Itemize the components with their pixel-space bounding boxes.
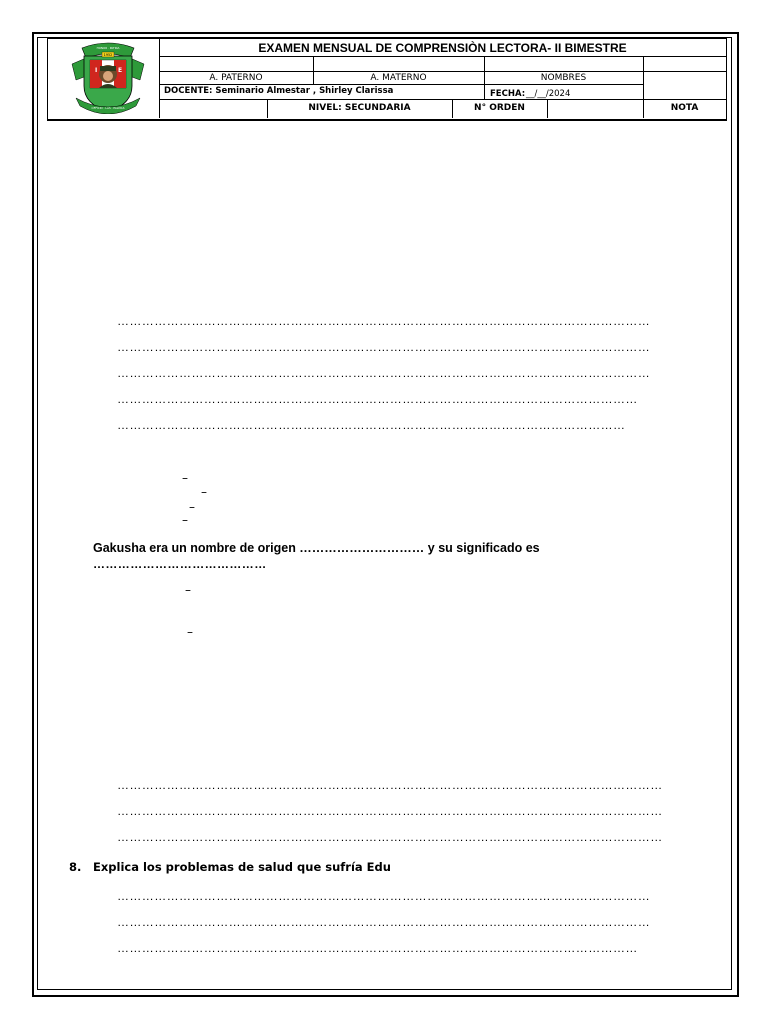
logo-bottom-text: OFFICIO · LAS · PALMAS <box>91 106 125 110</box>
answer-line[interactable]: …………………………………………………………………………………………………………………… <box>117 804 663 818</box>
logo-letter-i: I <box>95 67 98 74</box>
fecha-value[interactable]: __/__/2024 <box>526 89 571 99</box>
answer-line[interactable]: ………………………………………………………………………………………………………………… <box>117 889 651 903</box>
list-dash: – <box>201 485 207 499</box>
answer-line[interactable]: …………………………………………………………………………………………………………… <box>117 418 626 432</box>
label-apellido-materno: A. MATERNO <box>370 73 427 83</box>
answer-line[interactable]: …………………………………………………………………………………………………………………… <box>117 778 663 792</box>
logo-year: 1952 <box>103 53 113 57</box>
docente-label: DOCENTE: Seminario Almestar , Shirley Clarissa <box>164 86 394 96</box>
question-8-text: Explica los problemas de salud que sufría Edu <box>93 860 391 874</box>
list-dash: – <box>182 513 188 527</box>
answer-line[interactable]: ………………………………………………………………………………………………………………… <box>117 915 651 929</box>
page-inner-border <box>37 37 732 990</box>
logo-top-text: HONOR · PATRIA <box>96 46 120 50</box>
gakusha-answer-line[interactable]: …………………………………… <box>93 557 267 571</box>
list-dash: – <box>185 583 191 597</box>
exam-header-table <box>47 38 727 121</box>
label-apellido-paterno: A. PATERNO <box>209 73 263 83</box>
fecha-label: FECHA: <box>490 89 526 99</box>
logo-letter-e: E <box>118 67 123 74</box>
nivel-label: NIVEL: SECUNDARIA <box>308 103 411 113</box>
answer-line[interactable]: ……………………………………………………………………………………………………………… <box>117 941 638 955</box>
header-row-line <box>159 71 726 72</box>
answer-line[interactable]: ……………………………………………………………………………………………………………… <box>117 392 638 406</box>
nota-label: NOTA <box>670 103 699 113</box>
question-8-number: 8. <box>69 860 82 874</box>
header-col-line <box>547 99 548 118</box>
header-row-line <box>159 56 726 57</box>
header-row-line <box>159 84 644 85</box>
gakusha-question: Gakusha era un nombre de origen ………………………… y su significado es <box>93 541 540 555</box>
list-dash: – <box>182 471 188 485</box>
header-row-line <box>159 99 726 100</box>
orden-label: N° ORDEN <box>474 103 525 113</box>
answer-line[interactable]: ………………………………………………………………………………………………………………… <box>117 314 651 328</box>
answer-line[interactable]: ………………………………………………………………………………………………………………… <box>117 366 651 380</box>
answer-line[interactable]: ………………………………………………………………………………………………………………… <box>117 340 651 354</box>
list-dash: – <box>187 625 193 639</box>
list-dash: – <box>189 500 195 514</box>
exam-title: EXAMEN MENSUAL DE COMPRENSIÒN LECTORA- II BIMESTRE <box>258 41 627 55</box>
answer-line[interactable]: …………………………………………………………………………………………………………………… <box>117 830 663 844</box>
label-nombres: NOMBRES <box>540 73 587 83</box>
